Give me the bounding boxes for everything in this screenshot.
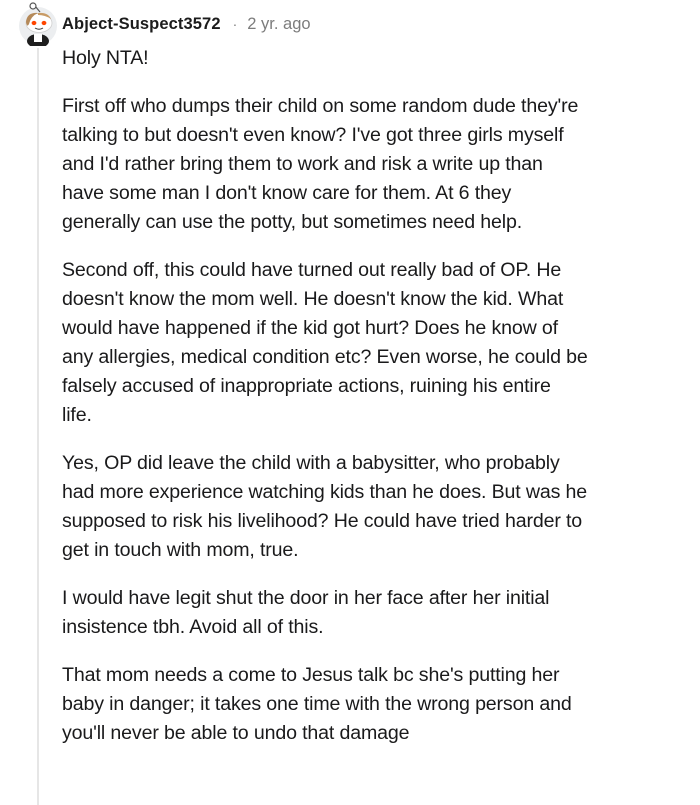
text-line: and I'd rather bring them to work and risk a write up than — [62, 153, 543, 175]
comment-paragraph — [62, 44, 692, 73]
comment-paragraph — [62, 584, 692, 642]
comment-meta — [62, 11, 311, 37]
comment-paragraph — [62, 661, 692, 748]
comment-paragraph — [62, 449, 692, 565]
text-line: baby in danger; it takes one time with the wrong person and — [62, 693, 572, 715]
text-line: falsely accused of inappropriate actions, ruining his entire — [62, 375, 551, 397]
text-line: Yes, OP did leave the child with a babysitter, who probably — [62, 452, 560, 474]
text-line: insistence tbh. Avoid all of this. — [62, 616, 324, 638]
text-line: Second off, this could have turned out really bad of OP. He — [62, 259, 562, 281]
text-line: have some man I don't know care for them. At 6 they — [62, 182, 512, 204]
text-line: generally can use the potty, but sometimes need help. — [62, 211, 523, 233]
text-line: you'll never be able to undo that damage — [62, 722, 410, 744]
comment-body — [62, 44, 692, 767]
user-avatar[interactable] — [18, 2, 60, 46]
text-line: I would have legit shut the door in her face after her initial — [62, 587, 550, 609]
comment-timestamp[interactable]: 2 yr. ago — [247, 14, 311, 33]
text-line: Holy NTA! — [62, 47, 149, 69]
text-line: doesn't know the mom well. He doesn't know the kid. What — [62, 288, 564, 310]
author-username[interactable]: Abject-Suspect3572 — [62, 14, 221, 33]
text-line: would have happened if the kid got hurt? Does he know of — [62, 317, 558, 339]
text-line: talking to but doesn't even know? I've got three girls myself — [62, 124, 564, 146]
text-line: get in touch with mom, true. — [62, 539, 299, 561]
meta-separator: · — [232, 16, 238, 32]
snoo-avatar-icon — [18, 2, 60, 46]
text-line: life. — [62, 404, 92, 426]
comment-paragraph — [62, 92, 692, 237]
text-line: any allergies, medical condition etc? Even worse, he could be — [62, 346, 588, 368]
comment-paragraph — [62, 256, 692, 430]
thread-collapse-line[interactable] — [37, 48, 39, 805]
text-line: supposed to risk his livelihood? He could have tried harder to — [62, 510, 583, 532]
text-line: First off who dumps their child on some random dude they're — [62, 95, 579, 117]
text-line: That mom needs a come to Jesus talk bc she's putting her — [62, 664, 560, 686]
text-line: had more experience watching kids than he does. But was he — [62, 481, 588, 503]
